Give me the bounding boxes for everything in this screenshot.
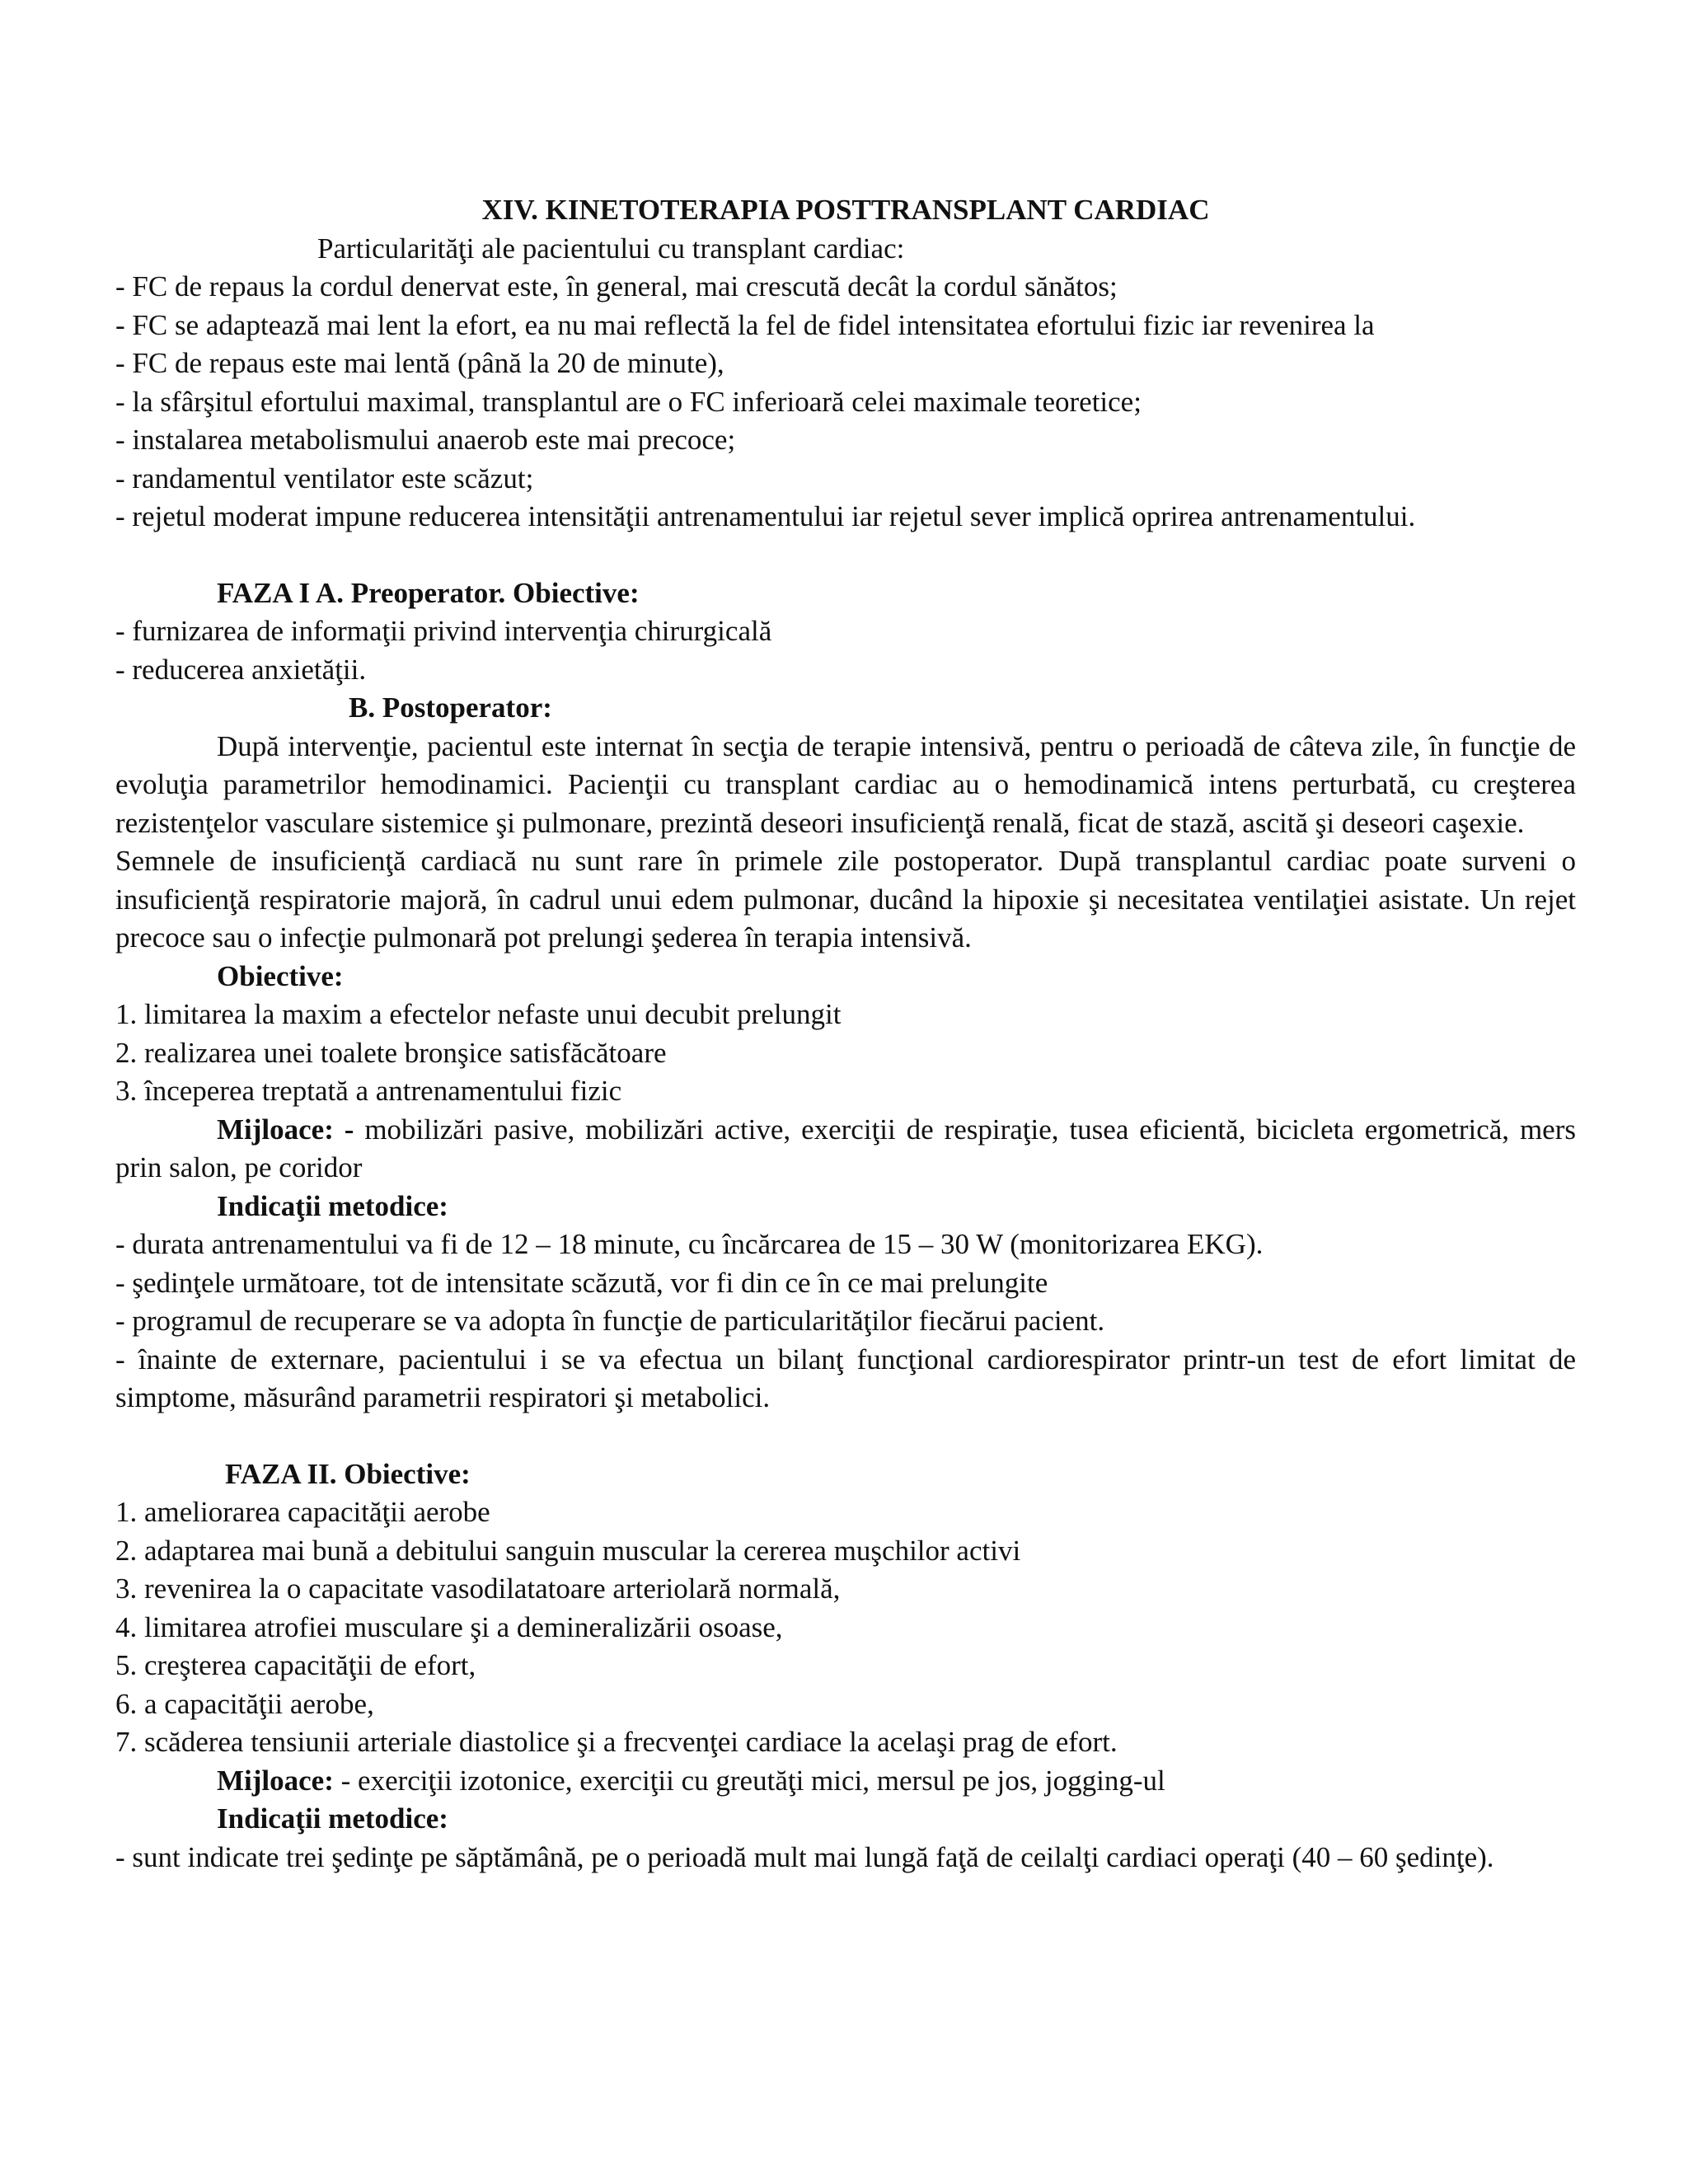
faza2-objective-item: 4. limitarea atrofiei musculare şi a demineralizării osoase, — [115, 1610, 783, 1643]
faza1-method-item: - programul de recuperare se va adopta în funcţie de particularităţilor fiecărui pacient. — [115, 1305, 1105, 1337]
faza2-heading — [115, 1455, 1576, 1494]
faza2-means — [115, 1762, 1576, 1801]
intro-item: - instalarea metabolismului anaerob este mai precoce; — [115, 424, 736, 456]
document-page — [115, 191, 1576, 1877]
faza1-objective-item: 2. realizarea unei toalete bronşice satisfăcătoare — [115, 1036, 667, 1069]
faza1-method-item: - şedinţele următoare, tot de intensitate scăzută, vor fi din ce în ce mai prelungite — [115, 1266, 1048, 1299]
faza2-method-item: - sunt indicate trei şedinţe pe săptămână, pe o perioadă mult mai lungă faţă de ceilalţi cardiaci operaţi (40 – 60 şedinţe). — [115, 1840, 1494, 1873]
spacer — [115, 537, 1576, 574]
faza1-post-heading-text: B. Postoperator: — [349, 691, 552, 724]
faza2-method-label-text: Indicaţii metodice: — [217, 1802, 448, 1835]
intro-item: - FC se adaptează mai lent la efort, ea nu mai reflectă la fel de fidel intensitatea efortului fizic iar revenirea la — [115, 308, 1375, 341]
faza2-objective-item: 3. revenirea la o capacitate vasodilatatoare arteriolară normală, — [115, 1572, 841, 1605]
faza2-means-label: Mijloace: — [217, 1764, 334, 1797]
faza1-heading — [115, 574, 1576, 613]
faza1-method-item: - durata antrenamentului va fi de 12 – 18 minute, cu încărcarea de 15 – 30 W (monitorizarea EKG). — [115, 1228, 1264, 1260]
faza1-method-label-text: Indicaţii metodice: — [217, 1189, 448, 1222]
faza1-objectives-label-text: Obiective: — [217, 959, 344, 992]
intro-item: - FC de repaus la cordul denervat este, în general, mai crescută decât la cordul sănătos; — [115, 270, 1118, 302]
faza2-objective-item: 1. ameliorarea capacităţii aerobe — [115, 1496, 490, 1528]
faza2-heading-text: FAZA II. Obiective: — [225, 1457, 471, 1490]
faza1-post-heading — [115, 689, 1576, 728]
faza1-pre-item: - furnizarea de informaţii privind intervenţia chirurgicală — [115, 615, 772, 647]
faza2-method-label — [115, 1800, 1576, 1839]
intro-item: - FC de repaus este mai lentă (până la 20 de minute), — [115, 347, 724, 379]
faza1-means-label: Mijloace: - — [217, 1113, 354, 1146]
faza1-heading-text: FAZA I A. Preoperator. Obiective: — [217, 576, 640, 609]
faza2-objective-item: 7. scăderea tensiunii arteriale diastolice şi a frecvenţei cardiace la acelaşi prag de efort. — [115, 1726, 1118, 1758]
spacer — [115, 1418, 1576, 1455]
intro-item: - randamentul ventilator este scăzut; — [115, 462, 534, 494]
faza1-method-item: - înainte de externare, pacientului i se va efectua un bilanţ funcţional cardiorespirator printr-un test de efort limitat de simptome, măsurând parametrii respiratori şi metabolici. — [115, 1343, 1576, 1413]
faza1-objective-item: 1. limitarea la maxim a efectelor nefaste unui decubit prelungit — [115, 998, 842, 1030]
faza1-means-text: mobilizări pasive, mobilizări active, exerciţii de respiraţie, tusea eficientă, bicicleta ergometrică, mers prin salon, pe coridor — [115, 1113, 1576, 1183]
faza2-means-text: - exerciţii izotonice, exerciţii cu greutăţi mici, mersul pe jos, jogging-ul — [333, 1764, 1165, 1797]
faza1-means — [115, 1111, 1576, 1188]
faza1-post-paragraph-2: Semnele de insuficienţă cardiacă nu sunt rare în primele zile postoperator. După transplantul cardiac poate surveni o insuficienţă respiratorie majoră, în cadrul unui edem pulmonar, ducând la hipoxie şi necesitatea ventilaţiei asistate. Un rejet precoce sau o infecţie pulmonară pot prelungi şederea în terapia intensivă. — [115, 845, 1576, 954]
faza1-post-paragraph-1: După intervenţie, pacientul este internat în secţia de terapie intensivă, pentru o perioadă de câteva zile, în funcţie de evoluţia parametrilor hemodinamici. Pacienţii cu transplant cardiac au o hemodinamică intens perturbată, cu creşterea rezistenţelor vasculare sistemice şi pulmonare, prezintă deseori insuficienţă renală, ficat de stază, ascită şi deseori caşexie. — [115, 729, 1576, 839]
faza2-objective-item: 5. creşterea capacităţii de efort, — [115, 1649, 476, 1681]
intro-item: - rejetul moderat impune reducerea intensităţii antrenamentului iar rejetul sever implică oprirea antrenamentului. — [115, 500, 1416, 532]
faza2-objective-item: 2. adaptarea mai bună a debitului sanguin muscular la cererea muşchilor activi — [115, 1534, 1021, 1567]
page-title: XIV. KINETOTERAPIA POSTTRANSPLANT CARDIAC — [481, 194, 1210, 226]
intro-item: - la sfârşitul efortului maximal, transplantul are o FC inferioară celei maximale teoretice; — [115, 385, 1142, 418]
faza2-objective-item: 6. a capacităţii aerobe, — [115, 1687, 374, 1720]
intro-heading: Particularităţi ale pacientului cu transplant cardiac: — [317, 232, 905, 265]
faza1-objective-item: 3. începerea treptată a antrenamentului fizic — [115, 1075, 622, 1107]
faza1-pre-item: - reducerea anxietăţii. — [115, 653, 367, 686]
faza1-method-label — [115, 1188, 1576, 1226]
faza1-objectives-label — [115, 958, 1576, 996]
